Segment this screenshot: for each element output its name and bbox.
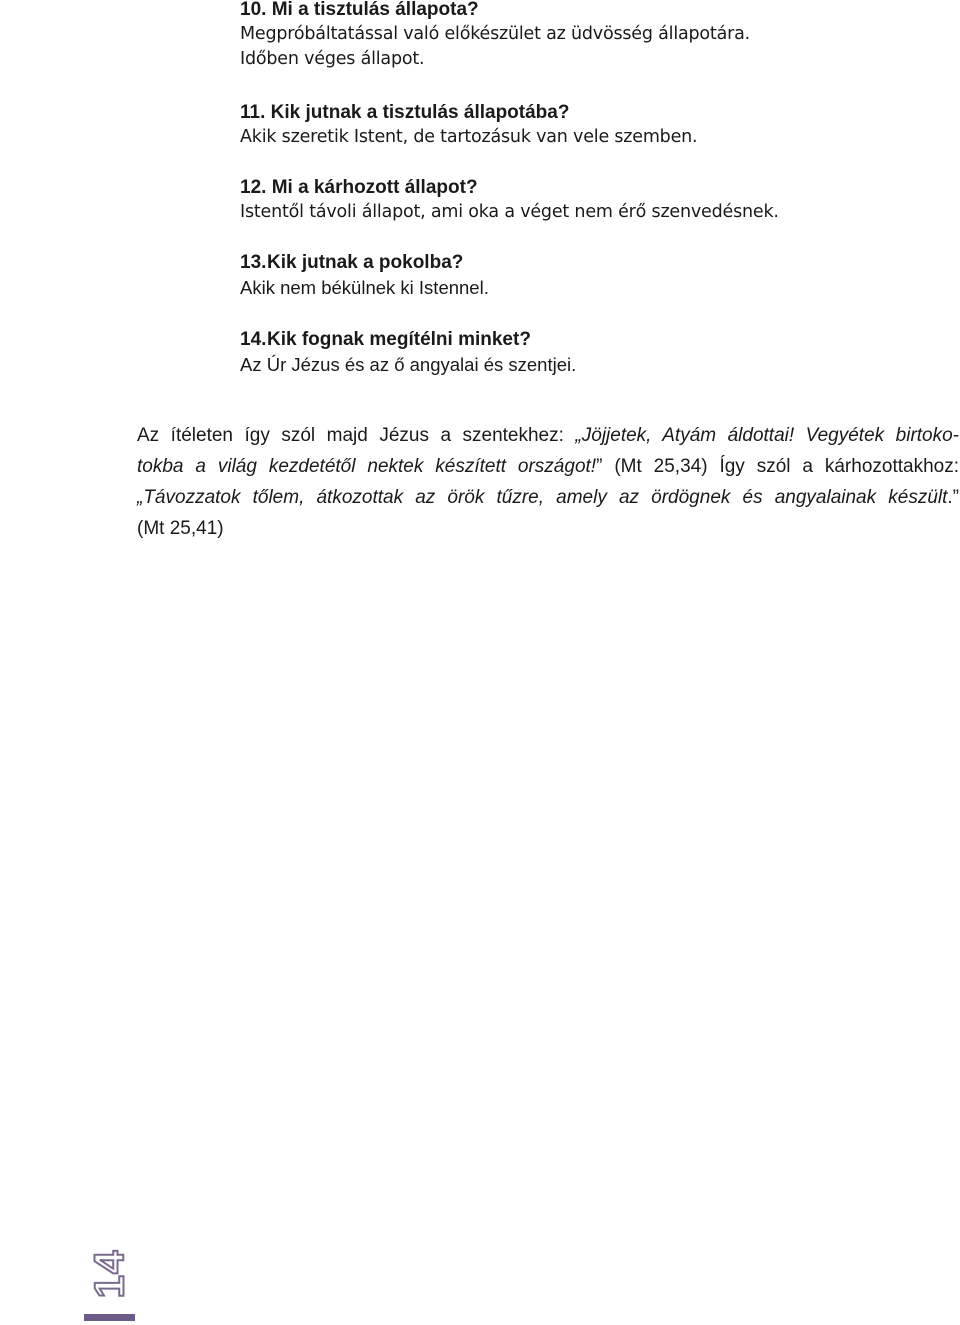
qa-item-11 [240, 100, 697, 150]
question-11: 11. Kik jutnak a tisztulás állapotába? [240, 102, 570, 123]
qa-item-13 [240, 250, 489, 300]
judgment-paragraph [137, 420, 959, 544]
question-14: 14.Kik fognak megítélni minket? [240, 329, 531, 350]
reference-mt-25-34: ” (Mt 25,34) Így szól a kárhozottakhoz: [596, 456, 959, 477]
qa-item-14 [240, 327, 576, 377]
reference-mt-25-41: (Mt 25,41) [137, 518, 224, 539]
answer-11: Akik szeretik Istent, de tartozásuk van vele szemben. [240, 127, 698, 147]
page-number-bar [84, 1314, 135, 1321]
question-13: 13.Kik jutnak a pokolba? [240, 252, 464, 273]
answer-12: Istentől távoli állapot, ami oka a véget nem érő szenvedésnek. [240, 202, 779, 222]
answer-13: Akik nem békülnek ki Istennel. [240, 277, 489, 298]
qa-item-10 [240, 0, 750, 72]
quote-cursed: „Távozzatok tőlem, átkozottak az örök tűzre, amely az ördögnek és angyalainak készült [137, 487, 948, 508]
answer-14: Az Úr Jézus és az ő angyalai és szentjei. [240, 354, 577, 375]
answer-10-line-1: Megpróbáltatással való előkészület az üdvösség állapotára. [240, 24, 750, 44]
question-12: 12. Mi a kárhozott állapot? [240, 177, 478, 198]
paragraph-line-2 [137, 451, 959, 482]
question-10: 10. Mi a tisztulás állapota? [240, 0, 479, 20]
page-number: 14 [85, 1249, 132, 1299]
quote-blessed-cont: tokba a világ kezdetétől nektek készített országot! [137, 456, 597, 477]
qa-item-12 [240, 175, 779, 225]
paragraph-line-1: Az ítéleten így szól majd Jézus a szentekhez: „Jöjjetek, Atyám áldottai! Vegyétek birtoko- [137, 425, 960, 446]
answer-10-line-2: Időben véges állapot. [240, 49, 425, 69]
paragraph-line-3: „Távozzatok tőlem, átkozottak az örök tűzre, amely az ördögnek és angyalainak készült.” [137, 487, 959, 508]
quote-blessed: „Jöjjetek, Atyám áldottai! Vegyétek birtoko- [575, 425, 960, 446]
